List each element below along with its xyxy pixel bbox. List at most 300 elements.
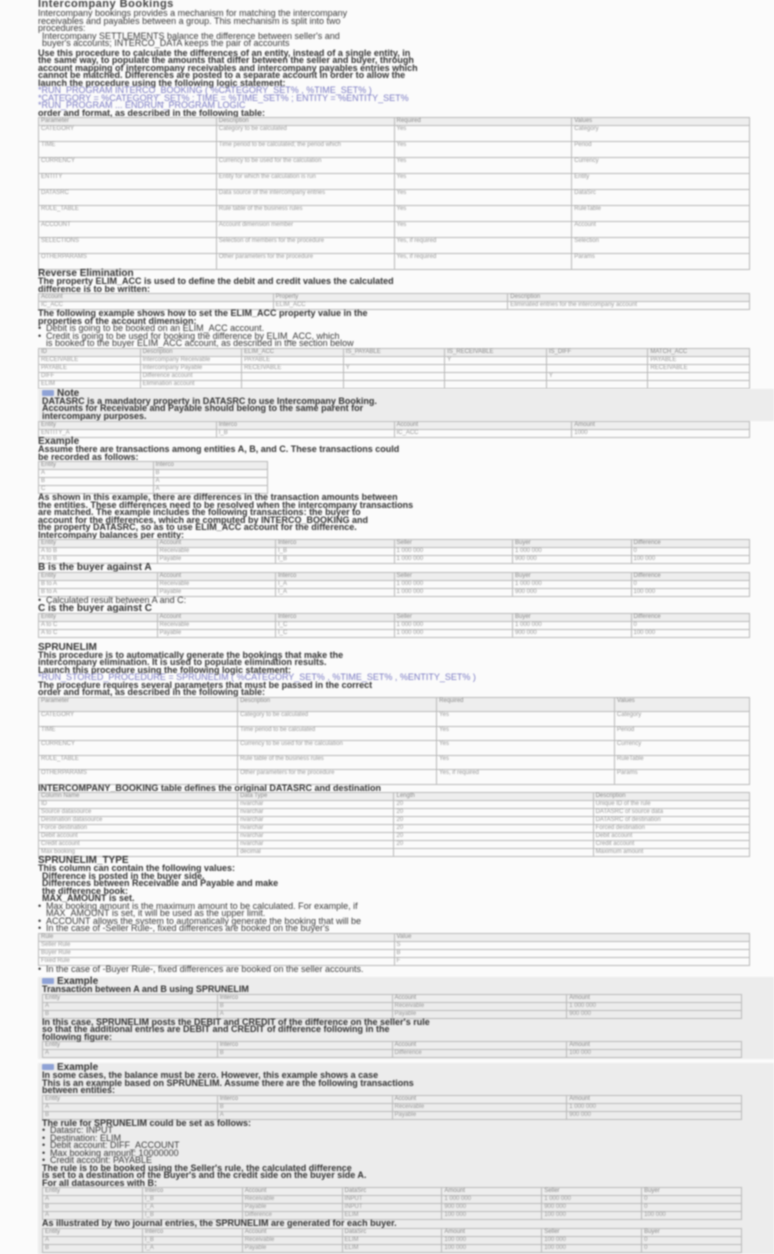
- table-header: Buyer: [513, 613, 632, 621]
- table-header: Interco: [153, 462, 268, 470]
- table-cell: 1 000 000: [394, 581, 513, 589]
- table-cell: OTHERPARAMS: [39, 254, 217, 270]
- table-cell: 0: [642, 1244, 742, 1252]
- table-row: [39, 356, 750, 364]
- note-label: Example: [57, 1062, 99, 1073]
- table-row: [39, 380, 750, 388]
- table-cell: 1 000 000: [394, 556, 513, 564]
- table-cell: 900 000: [542, 1204, 642, 1212]
- table-header: IS_RECEIVABLE: [445, 348, 547, 356]
- balance-table-b-a: [38, 572, 750, 597]
- bullet-item: • Calculated result between A and C:: [38, 595, 187, 605]
- table-cell: 1 000 000: [567, 1103, 742, 1111]
- table-row: [43, 1244, 742, 1252]
- note-line: In this case, SPRUNELIM posts the DEBIT and CREDIT of the difference on the seller's rule: [42, 1016, 430, 1027]
- table-header: Required: [394, 118, 572, 126]
- table-cell: DIFF: [39, 372, 141, 380]
- table-cell: Maximum amount: [593, 849, 749, 857]
- table-row: [39, 621, 750, 629]
- table-cell: Elimination account: [140, 380, 242, 388]
- table-header: Interco: [276, 540, 395, 548]
- table-cell: Account: [572, 222, 750, 238]
- table-header-row: [43, 994, 742, 1002]
- table-cell: ENTITY: [39, 174, 217, 190]
- bullet-item: • Destination: ELIM: [42, 1132, 122, 1143]
- table-row: [39, 372, 750, 380]
- procedure-parameters-table: [38, 697, 750, 785]
- table-row: [39, 726, 750, 741]
- code-line: *RUN_PROGRAM INTERCO_BOOKING ( %CATEGORY_SET% , %TIME_SET% ): [38, 85, 372, 95]
- table-cell: A: [153, 486, 268, 494]
- section-heading: SPRUNELIM_TYPE: [38, 855, 129, 866]
- note-line: The rule is to be booked using the Seller's rule, the calculated difference: [42, 1162, 352, 1173]
- table-header-row: [39, 613, 750, 621]
- body-line: the same way, to populate the amounts that differ between the seller and buyer, through: [38, 55, 414, 65]
- table-cell: Difference: [242, 1212, 342, 1220]
- table-header: Interco: [217, 1042, 392, 1050]
- bullet-text: Credit is going to be used for booking the difference by ELIM_ACC, which: [46, 330, 340, 341]
- table-header: Length: [394, 793, 593, 801]
- table-row: [39, 142, 750, 158]
- table-header: Amount: [442, 1228, 542, 1236]
- table-header: Description: [593, 793, 749, 801]
- table-cell: 0: [631, 621, 750, 629]
- table-header: Property: [273, 294, 508, 302]
- table-header: Seller: [542, 1228, 642, 1236]
- table-cell: TIME: [39, 726, 238, 741]
- balance-table-a-c: [38, 613, 750, 638]
- bullet-text: Credit account: PAYABLE: [50, 1155, 153, 1165]
- bullet-text: is booked to the buyer ELIM_ACC account, as described in the section below: [46, 338, 354, 348]
- table-cell: Difference: [392, 1050, 567, 1058]
- table-header-row: [39, 793, 750, 801]
- table-cell: Time period to be calculated; the period which: [216, 142, 394, 158]
- table-cell: Yes: [437, 712, 615, 727]
- table-row: [39, 741, 750, 756]
- table-header: Entity: [43, 1228, 143, 1236]
- table-cell: Other parameters for the procedure: [238, 770, 437, 785]
- table-row: [43, 1204, 742, 1212]
- table-header: Parameter: [39, 697, 238, 712]
- table-header-row: [39, 294, 750, 302]
- table-cell: Eliminated entries for the intercompany account: [508, 302, 750, 310]
- table-cell: Category to be calculated: [216, 126, 394, 142]
- table-header: IS_DIFF: [546, 348, 648, 356]
- table-cell: 0: [642, 1196, 742, 1204]
- table-cell: 100 000: [631, 556, 750, 564]
- table-cell: I_C: [276, 621, 395, 629]
- table-cell: 900 000: [513, 556, 632, 564]
- table-cell: I_A: [142, 1204, 242, 1212]
- table-header: Interco: [217, 994, 392, 1002]
- table-header: DataSrc: [342, 1188, 442, 1196]
- table-cell: Destination datasource: [39, 817, 238, 825]
- table-cell: [546, 356, 648, 364]
- table-cell: PAYABLE: [39, 364, 141, 372]
- table-cell: nvarchar: [238, 825, 394, 833]
- table-cell: decimal: [238, 849, 394, 857]
- table-cell: 900 000: [567, 1010, 742, 1018]
- body-line: are matched. The example includes the following transactions: the buyer to: [38, 507, 361, 517]
- table-cell: A: [217, 1111, 392, 1119]
- table-header: Seller: [394, 613, 513, 621]
- table-header: Parameter: [39, 118, 217, 126]
- body-line: be recorded as follows:: [38, 451, 139, 462]
- table-cell: S: [394, 941, 750, 949]
- table-cell: CATEGORY: [39, 126, 217, 142]
- table-cell: 1 000 000: [513, 548, 632, 556]
- table-cell: I_B: [142, 1236, 242, 1244]
- table-cell: 20: [394, 841, 593, 849]
- bullet-text: In the case of -Buyer Rule-, fixed differences are booked on the seller accounts.: [46, 963, 364, 974]
- table-row: [39, 548, 750, 556]
- table-cell: CURRENCY: [39, 741, 238, 756]
- table-cell: I_B: [216, 430, 394, 438]
- section-heading: Reverse Elimination: [38, 268, 134, 279]
- table-cell: I_C: [276, 629, 395, 637]
- intro-line: receivables and payables between a group. This mechanism is split into two: [38, 15, 341, 26]
- table-cell: A: [39, 470, 154, 478]
- table-cell: SELECTIONS: [39, 238, 217, 254]
- table-header: Entity: [43, 1188, 143, 1196]
- table-cell: Intercompany Payable: [140, 364, 242, 372]
- table-cell: 1 000 000: [513, 581, 632, 589]
- section-heading: SPRUNELIM: [38, 641, 97, 653]
- body-line: Use this procedure to calculate the differences of an entity, instead of a single entity, in: [38, 47, 411, 58]
- table-header: Data Type: [238, 793, 394, 801]
- table-header: Amount: [567, 1042, 742, 1050]
- body-line: MAX_AMOUNT is set.: [42, 893, 135, 903]
- table-cell: 100 000: [642, 1212, 742, 1220]
- table-cell: 900 000: [567, 1111, 742, 1119]
- table-header: Entity: [43, 1095, 218, 1103]
- table-header: Description: [216, 118, 394, 126]
- table-cell: nvarchar: [238, 817, 394, 825]
- intro-line: Intercompany bookings provides a mechanism for matching the intercompany: [38, 8, 348, 18]
- table-cell: 900 000: [442, 1204, 542, 1212]
- table-header: Account: [392, 1042, 567, 1050]
- table-cell: Receivable: [157, 548, 276, 556]
- table-cell: C: [39, 486, 154, 494]
- table-cell: Fixed Rule: [39, 957, 395, 965]
- bullet-text: Destination: ELIM: [50, 1132, 122, 1143]
- note-line: Transaction between A and B using SPRUNELIM: [42, 984, 249, 994]
- table-cell: A to B: [39, 548, 158, 556]
- table-cell: [343, 372, 445, 380]
- table-cell: Payable: [157, 629, 276, 637]
- body-line: difference is to be written:: [38, 283, 151, 294]
- table-cell: A: [43, 1103, 218, 1111]
- interco-sample-table: [38, 421, 750, 438]
- table-cell: 1 000 000: [513, 621, 632, 629]
- table-header: Account: [392, 994, 567, 1002]
- table-cell: Difference account: [140, 372, 242, 380]
- table-row: [39, 712, 750, 727]
- table-cell: 20: [394, 801, 593, 809]
- table-row: [39, 581, 750, 589]
- table-cell: B: [39, 478, 154, 486]
- table-cell: Yes, if required: [394, 238, 572, 254]
- table-row: [39, 825, 750, 833]
- table-cell: I_B: [276, 548, 395, 556]
- table-header: Interco: [216, 422, 394, 430]
- bullet-item: • ACCOUNT allows the system to automatically generate the booking that will be: [38, 915, 361, 926]
- table-cell: [394, 849, 593, 857]
- table-cell: ELIM: [342, 1244, 442, 1252]
- table-header: Entity: [39, 540, 158, 548]
- table-cell: Forced destination: [593, 825, 749, 833]
- table-header: Account: [39, 294, 274, 302]
- table-row: [39, 817, 750, 825]
- table-cell: ELIM: [39, 380, 141, 388]
- table-cell: I_A: [142, 1244, 242, 1252]
- bullet-text: Debit account: DIFF_ACCOUNT: [50, 1140, 180, 1150]
- bullet-item: • Max booking amount: 10000000: [42, 1147, 179, 1158]
- table-cell: [648, 380, 750, 388]
- table-cell: OTHERPARAMS: [39, 770, 238, 785]
- note-line: In some cases, the balance must be zero. However, this example shows a case: [42, 1070, 379, 1080]
- body-line: cannot be matched. Differences are posted to a separate account in order to allow the: [38, 70, 406, 80]
- body-section-1: [38, 47, 774, 118]
- table-header: Values: [614, 697, 749, 712]
- table-cell: Force destination: [39, 825, 238, 833]
- table-cell: Debit account: [593, 833, 749, 841]
- table-cell: B: [43, 1010, 218, 1018]
- result-table: [42, 1187, 742, 1220]
- table-header: IS_PAYABLE: [343, 348, 445, 356]
- note-label: Example: [57, 976, 99, 987]
- table-cell: 1 000 000: [394, 548, 513, 556]
- elimination-section: [38, 270, 774, 293]
- table-row: [39, 809, 750, 817]
- table-row: [39, 238, 750, 254]
- table-row: [39, 949, 750, 957]
- table-cell: IC_ACC: [394, 430, 572, 438]
- table-cell: Currency: [572, 158, 750, 174]
- bullet-item: • In the case of -Seller Rule-, fixed differences are booked on the buyer's: [38, 923, 330, 933]
- table-cell: Selection: [572, 238, 750, 254]
- table-cell: Source datasource: [39, 809, 238, 817]
- note-line: The rule for SPRUNELIM could be set as follows:: [42, 1117, 252, 1128]
- table-header: Account: [392, 1095, 567, 1103]
- bullet-item: • Max booking amount is the maximum amount to be calculated. For example, if: [38, 900, 358, 911]
- table-cell: Yes: [437, 741, 615, 756]
- table-cell: 100 000: [542, 1212, 642, 1220]
- body-line: The property ELIM_ACC is used to define the debit and credit values the calculated: [38, 276, 394, 286]
- bullet-text: Debit is going to be booked on an ELIM_ACC account.: [46, 323, 265, 333]
- table-row: [39, 190, 750, 206]
- table-cell: 1 000 000: [542, 1196, 642, 1204]
- table-cell: Y: [445, 356, 547, 364]
- table-cell: B: [43, 1111, 218, 1119]
- table-cell: 900 000: [513, 589, 632, 597]
- table-cell: 0: [642, 1204, 742, 1212]
- table-cell: [242, 372, 344, 380]
- table-cell: Currency to be used for the calculation: [238, 741, 437, 756]
- table-cell: Rule table of the business rules: [238, 755, 437, 770]
- table-cell: ELIM: [342, 1212, 442, 1220]
- document-page: [38, 0, 774, 1251]
- table-cell: DataSrc: [572, 190, 750, 206]
- table-cell: [343, 356, 445, 364]
- table-cell: Category: [572, 126, 750, 142]
- table-cell: PAYABLE: [242, 356, 344, 364]
- table-cell: B: [217, 1002, 392, 1010]
- balance-table-a-b: [38, 539, 750, 564]
- bullet-text: Max booking amount: 10000000: [50, 1147, 179, 1158]
- table-row: [43, 1002, 742, 1010]
- table-cell: Y: [546, 372, 648, 380]
- table-row: [39, 126, 750, 142]
- table-cell: 0: [642, 1236, 742, 1244]
- table-cell: 100 000: [567, 1050, 742, 1058]
- table-cell: Buyer Rule: [39, 949, 395, 957]
- table-cell: A: [43, 1050, 218, 1058]
- table-row: [39, 755, 750, 770]
- body-line: the entities. These differences need to be resolved when the intercompany transactions: [38, 499, 414, 510]
- table-header: Value: [394, 933, 750, 941]
- table-header-row: [43, 1042, 742, 1050]
- table-row: [39, 364, 750, 372]
- type-section: [38, 857, 774, 933]
- body-section-8: [38, 597, 774, 613]
- subsection-heading: C is the buyer against C: [38, 602, 152, 614]
- table-cell: Y: [343, 364, 445, 372]
- bullet-text: Max booking amount is the maximum amount to be calculated. For example, if: [46, 900, 358, 911]
- table-header: Interco: [142, 1228, 242, 1236]
- body-line: Assume there are transactions among entities A, B, and C. These transactions could: [38, 444, 400, 454]
- table-row: [39, 629, 750, 637]
- table-cell: [343, 380, 445, 388]
- example-box: [38, 977, 774, 1059]
- table-cell: Payable: [392, 1111, 567, 1119]
- table-cell: ELIM_ACC: [273, 302, 508, 310]
- table-row: [39, 158, 750, 174]
- body-section-6: [38, 494, 774, 539]
- table-header: DataSrc: [342, 1228, 442, 1236]
- table-header-row: [39, 540, 750, 548]
- table-cell: I_A: [276, 589, 395, 597]
- table-cell: ENTITY_A: [39, 430, 217, 438]
- procedure-section: [38, 641, 774, 697]
- table-cell: 1000: [572, 430, 750, 438]
- table-cell: Receivable: [242, 1236, 342, 1244]
- table-cell: A: [43, 1236, 143, 1244]
- code-line: *RUN_STORED_PROCEDURE = SPRUNELIM ( %CATEGORY_SET% , %TIME_SET% , %ENTITY_SET% ): [38, 672, 476, 682]
- table-header: Account: [157, 573, 276, 581]
- table-cell: Payable: [392, 1010, 567, 1018]
- note-line: is set to a destination of the Buyer's and the credit side on the buyer side A.: [42, 1170, 367, 1180]
- table-row: [39, 430, 750, 438]
- table-cell: INPUT: [342, 1196, 442, 1204]
- table-cell: DATASRC: [39, 190, 217, 206]
- table-cell: RULE_TABLE: [39, 206, 217, 222]
- table-header: Amount: [567, 994, 742, 1002]
- table-cell: Period: [572, 142, 750, 158]
- page-title-text: Intercompany Bookings: [38, 0, 174, 10]
- table-cell: Seller Rule: [39, 941, 395, 949]
- table-header: Values: [572, 118, 750, 126]
- table-header: Difference: [631, 540, 750, 548]
- table-header-row: [39, 462, 268, 470]
- table-header: Seller: [394, 573, 513, 581]
- code-line: *CATEGORY = %CATEGORY_SET% ; TIME = %TIME_SET% ; ENTITY = %ENTITY_SET%: [38, 92, 409, 103]
- table-row: [43, 1196, 742, 1204]
- table-row: [39, 206, 750, 222]
- table-cell: 100 000: [442, 1244, 542, 1252]
- bullet-text: Calculated result between A and C:: [46, 595, 187, 605]
- table-cell: Time period to be calculated: [238, 726, 437, 741]
- table-cell: A to B: [39, 556, 158, 564]
- table-cell: Payable: [242, 1204, 342, 1212]
- table-cell: 900 000: [513, 629, 632, 637]
- table-cell: A: [43, 1212, 143, 1220]
- bullet-text: MAX_AMOUNT is set, it will be used as the upper limit.: [46, 908, 266, 918]
- body-line: INTERCOMPANY_BOOKING table defines the original DATASRC and destination: [38, 782, 382, 793]
- table-cell: B: [394, 949, 750, 957]
- table-cell: Currency to be used for the calculation: [216, 158, 394, 174]
- table-cell: IC_ACC: [39, 302, 274, 310]
- table-row: [39, 254, 750, 270]
- table-header: Rule: [39, 933, 395, 941]
- body-line: Differences between Receivable and Payable and make: [42, 878, 279, 888]
- table-cell: 0: [631, 548, 750, 556]
- table-cell: Intercompany Receivable: [140, 356, 242, 364]
- table-header-row: [39, 118, 750, 126]
- body-line: order and format, as described in the following table:: [38, 107, 266, 118]
- body-line: The following example shows how to set the ELIM_ACC property value in the: [38, 308, 368, 318]
- bullet-item: • Datasrc: INPUT: [42, 1125, 114, 1135]
- example-section: [38, 438, 774, 461]
- table-cell: nvarchar: [238, 809, 394, 817]
- table-cell: B: [43, 1244, 143, 1252]
- table-header: Difference: [631, 613, 750, 621]
- body-line: the property DATASRC, so as to use ELIM_ACC account for the difference.: [38, 522, 357, 532]
- rule-table: [38, 933, 750, 966]
- bullet-item: • Debit account: DIFF_ACCOUNT: [42, 1140, 180, 1150]
- table-header-row: [43, 1188, 742, 1196]
- table-row: [43, 1236, 742, 1244]
- table-header: Buyer: [642, 1228, 742, 1236]
- section-heading: Example: [38, 436, 80, 447]
- body-line: The procedure requires several parameters that must be passed in the correct: [38, 679, 373, 690]
- table-cell: ELIM: [342, 1236, 442, 1244]
- intro-section: [38, 10, 774, 48]
- table-cell: 100 000: [542, 1244, 642, 1252]
- table-cell: CURRENCY: [39, 158, 217, 174]
- table-cell: nvarchar: [238, 801, 394, 809]
- bullet-text: In the case of -Seller Rule-, fixed differences are booked on the buyer's: [46, 923, 330, 933]
- table-header-row: [43, 1228, 742, 1236]
- table-cell: B: [217, 1050, 392, 1058]
- table-cell: Yes: [394, 174, 572, 190]
- table-cell: [546, 380, 648, 388]
- table-row: [39, 770, 750, 785]
- table-cell: Yes: [394, 206, 572, 222]
- table-cell: A: [217, 1010, 392, 1018]
- table-cell: A to C: [39, 621, 158, 629]
- table-header: Amount: [442, 1188, 542, 1196]
- table-cell: Yes: [394, 158, 572, 174]
- table-cell: DATASRC of source data: [593, 809, 749, 817]
- body-line: This column can contain the following values:: [38, 863, 236, 873]
- table-header-row: [39, 422, 750, 430]
- table-header: Description: [508, 294, 750, 302]
- note-line: For all datasources with B:: [42, 1177, 158, 1188]
- table-cell: Category: [614, 712, 749, 727]
- table-cell: Receivable: [157, 621, 276, 629]
- note-box: [38, 389, 774, 422]
